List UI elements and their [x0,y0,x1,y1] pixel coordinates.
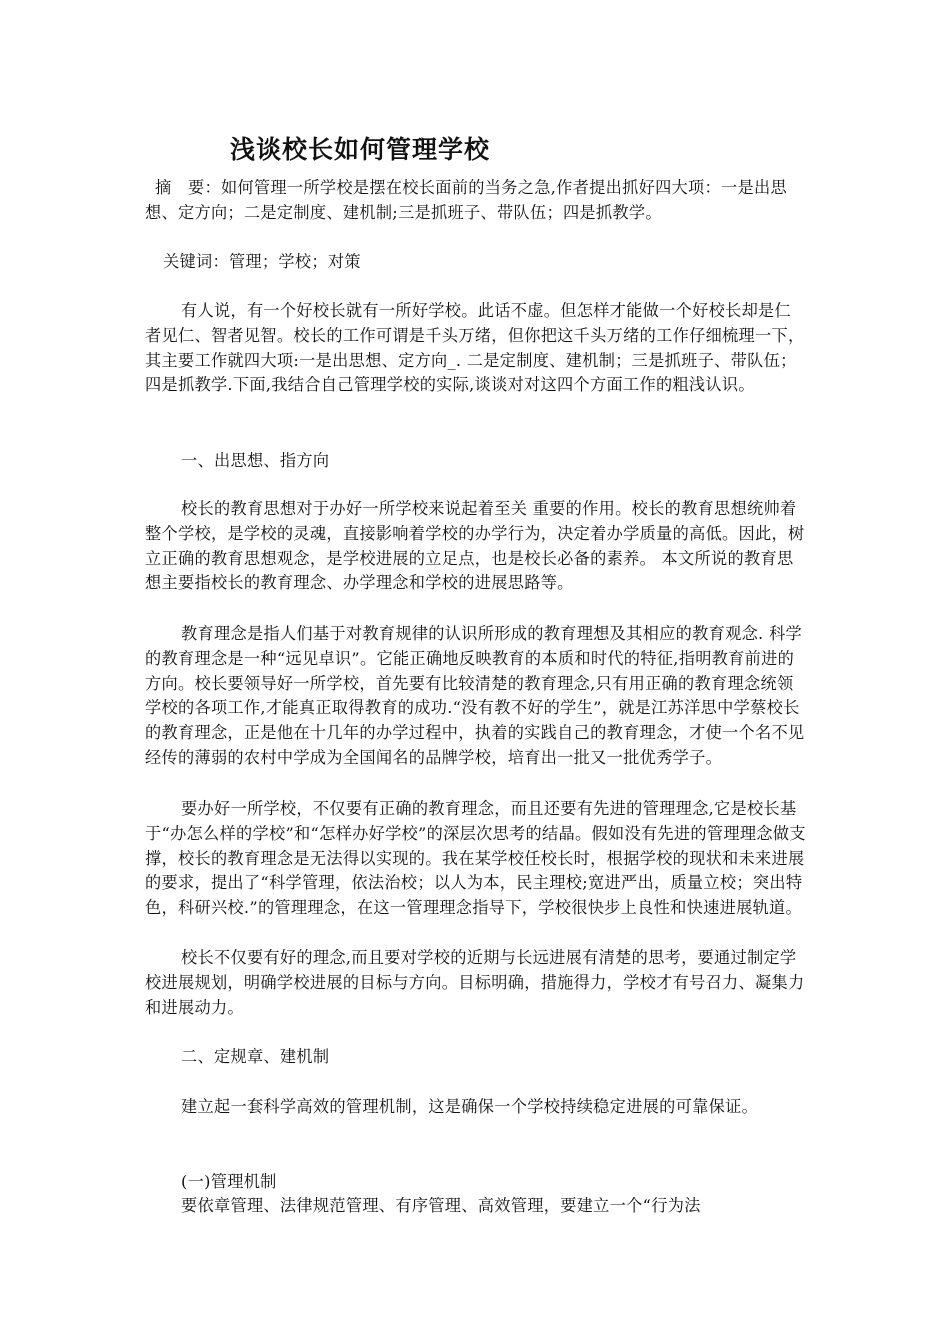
subsection-paragraph-1: 要依章管理、法律规范管理、有序管理、高效管理，要建立一个“行为法 [181,1196,701,1215]
section-1-paragraph-1: 校长的教育思想对于办好一所学校来说起着至关 重要的作用。校长的教育思想统帅着整个学校，是学校的灵魂，直接影响着学校的办学行为，决定着办学质量的高低。因此，树立正确的教育思想观念，是学校进展的立足点，也是校长必备的素养。 本文所说的教育思想主要指校长的教育理念、办学理念和学校的进展思路等。 [145,499,805,593]
section-1-paragraph-2: 教育理念是指人们基于对教育规律的认识所形成的教育理想及其相应的教育观念. 科学的教育理念是一种“远见卓识”。它能正确地反映教育的本质和时代的特征,指明教育前进的方向。校长要领导好一所学校，首先要有比较清楚的教育理念,只有用正确的教育理念统领学校的各项工作,才能真正取得教育的成功.“没有教不好的学生”，就是江苏洋思中学蔡校长的教育理念，正是他在十几年的办学过程中，执着的实践自己的教育理念，才使一个名不见经传的薄弱的农村中学成为全国闻名的品牌学校，培育出一批又一批优秀学子。 [145,624,805,767]
intro-paragraph: 有人说，有一个好校长就有一所好学校。此话不虚。但怎样才能做一个好校长却是仁者见仁、智者见智。校长的工作可谓是千头万绪，但你把这千头万绪的工作仔细梳理一下，其主要工作就四大项:一是出思想、定方向_. 二是定制度、建机制；三是抓班子、带队伍；四是抓教学.下面,我结合自己管理学校的实际,谈谈对对这四个方面工作的粗浅认识。 [145,301,805,395]
abstract-paragraph: 摘 要：如何管理一所学校是摆在校长面前的当务之急,作者提出抓好四大项：一是出思想、定方向；二是定制度、建机制;三是抓班子、带队伍；四是抓教学。 [145,178,787,222]
section-2-paragraph-1: 建立起一套科学高效的管理机制，这是确保一个学校持续稳定进展的可靠保证。 [181,1097,759,1116]
section-1-paragraph-3: 要办好一所学校，不仅要有正确的教育理念，而且还要有先进的管理理念,它是校长基于“办怎么样的学校”和“怎样办好学校”的深层次思考的结晶。假如没有先进的管理理念做支撑，校长的教育理念是无法得以实现的。我在某学校任校长时，根据学校的现状和未来进展的要求，提出了“科学管理，依法治校；以人为本，民主理校;宽进严出，质量立校；突出特色，科研兴校.”的管理理念，在这一管理理念指导下，学校很快步上良性和快速进展轨道。 [145,799,806,918]
subsection-heading: (一)管理机制 [181,1172,277,1191]
keywords-line: 关键词：管理；学校；对策 [163,252,361,271]
section-2-heading: 二、定规章、建机制 [181,1047,330,1066]
section-1-paragraph-4: 校长不仅要有好的理念,而且要对学校的近期与长远进展有清楚的思考，要通过制定学校进展规划，明确学校进展的目标与方向。目标明确，措施得力，学校才有号召力、凝集力和进展动力。 [145,948,805,1017]
section-1-heading: 一、出思想、指方向 [181,451,330,470]
document-title: 浅谈校长如何管理学校 [230,135,491,164]
